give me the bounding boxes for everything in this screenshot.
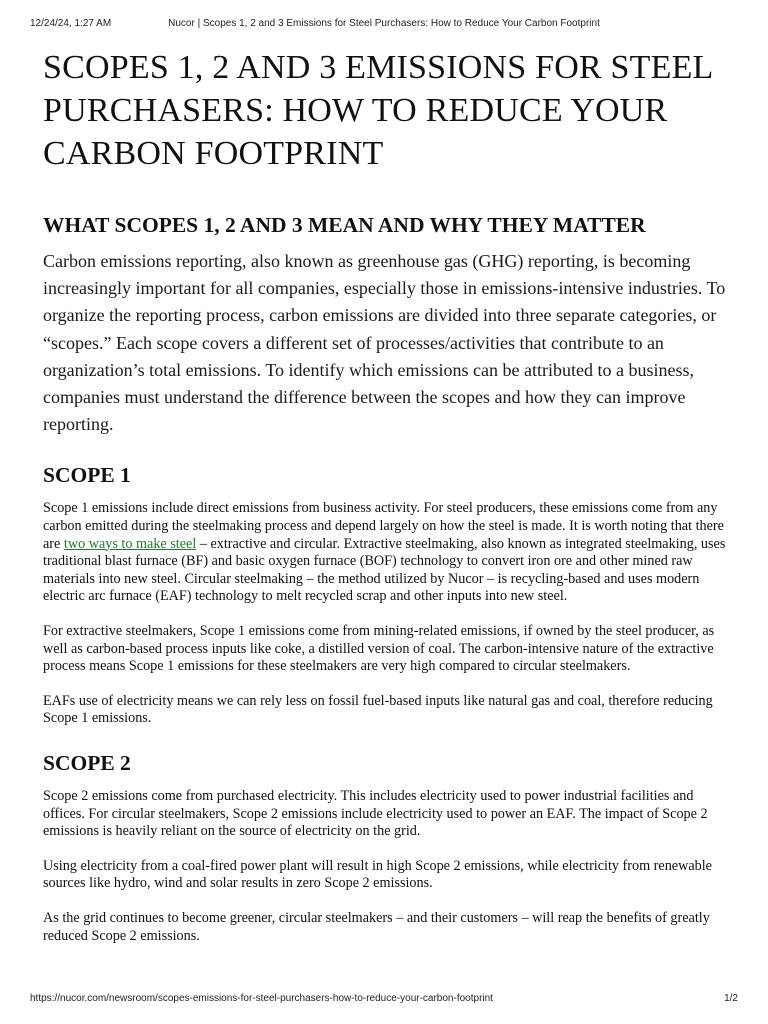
scope1-p1-text-after: – extractive and circular. Extractive steelmaking, also known as integrated steelmaking, uses traditional blast furnace (BF) and basic oxygen furnace (BOF) technology to convert iron ore and other mined raw materials into new steel. Circular steelmaking – the method utilized by Nucor – is recycling-based and uses modern electric arc furnace (EAF) technology to melt recycled scrap and other inputs into new steel.: [43, 535, 726, 605]
scope2-paragraph-1: Scope 2 emissions come from purchased electricity. This includes electricity used to power industrial facilities and offices. For circular steelmakers, Scope 2 emissions include electricity used to power an EAF. The impact of Scope 2 emissions is heavily reliant on the source of electricity on the grid.: [43, 787, 708, 840]
section-heading: WHAT SCOPES 1, 2 AND 3 MEAN AND WHY THEY MATTER: [43, 213, 646, 237]
print-doc-title: Nucor | Scopes 1, 2 and 3 Emissions for Steel Purchasers: How to Reduce Your Carbon Footprint: [168, 18, 600, 29]
scope1-paragraph-1: [43, 500, 733, 606]
two-ways-to-make-steel-link[interactable]: two ways to make steel: [63, 535, 197, 552]
scope1-heading: SCOPE 1: [43, 463, 131, 488]
intro-paragraph: Carbon emissions reporting, also known as greenhouse gas (GHG) reporting, is becoming increasingly important for all companies, especially those in emissions-intensive industries. To organize the reporting process, carbon emissions are divided into three separate categories, or “scopes.” Each scope covers a different set of processes/activities that contribute to an organization’s total emissions. To identify which emissions can be attributed to a business, companies must understand the difference between the scopes and how they can improve reporting.: [43, 251, 726, 435]
scope2-heading: SCOPE 2: [43, 750, 131, 775]
print-header: [30, 18, 738, 32]
print-footer: [30, 993, 738, 1007]
print-url: https://nucor.com/newsroom/scopes-emissions-for-steel-purchasers-how-to-reduce-your-carbon-footprint: [30, 993, 493, 1004]
page-title: SCOPES 1, 2 AND 3 EMISSIONS FOR STEEL PURCHASERS: HOW TO REDUCE YOUR CARBON FOOTPRINT: [43, 49, 713, 172]
print-datetime: 12/24/24, 1:27 AM: [30, 18, 112, 29]
scope1-paragraph-3: EAFs use of electricity means we can rely less on fossil fuel-based inputs like natural gas and coal, therefore reducing Scope 1 emissions.: [43, 692, 713, 727]
scope2-paragraph-3: As the grid continues to become greener, circular steelmakers – and their customers – will reap the benefits of greatly reduced Scope 2 emissions.: [43, 909, 710, 944]
article-content: [43, 46, 733, 945]
scope1-p1-text-before: Scope 1 emissions include direct emissions from business activity. For steel producers, these emissions come from any carbon emitted during the steelmaking process and depend largely on how the steel is made. It is worth noting that there are: [43, 500, 724, 552]
scope1-paragraph-2: For extractive steelmakers, Scope 1 emissions come from mining-related emissions, if owned by the steel producer, as well as carbon-based process inputs like coke, a distilled version of coal. The carbon-intensive nature of the extractive process means Scope 1 emissions for these steelmakers are very high compared to circular steelmakers.: [43, 622, 715, 675]
scope2-paragraph-2: Using electricity from a coal-fired power plant will result in high Scope 2 emissions, while electricity from renewable sources like hydro, wind and solar results in zero Scope 2 emissions.: [43, 857, 712, 892]
page-number: 1/2: [724, 993, 738, 1004]
